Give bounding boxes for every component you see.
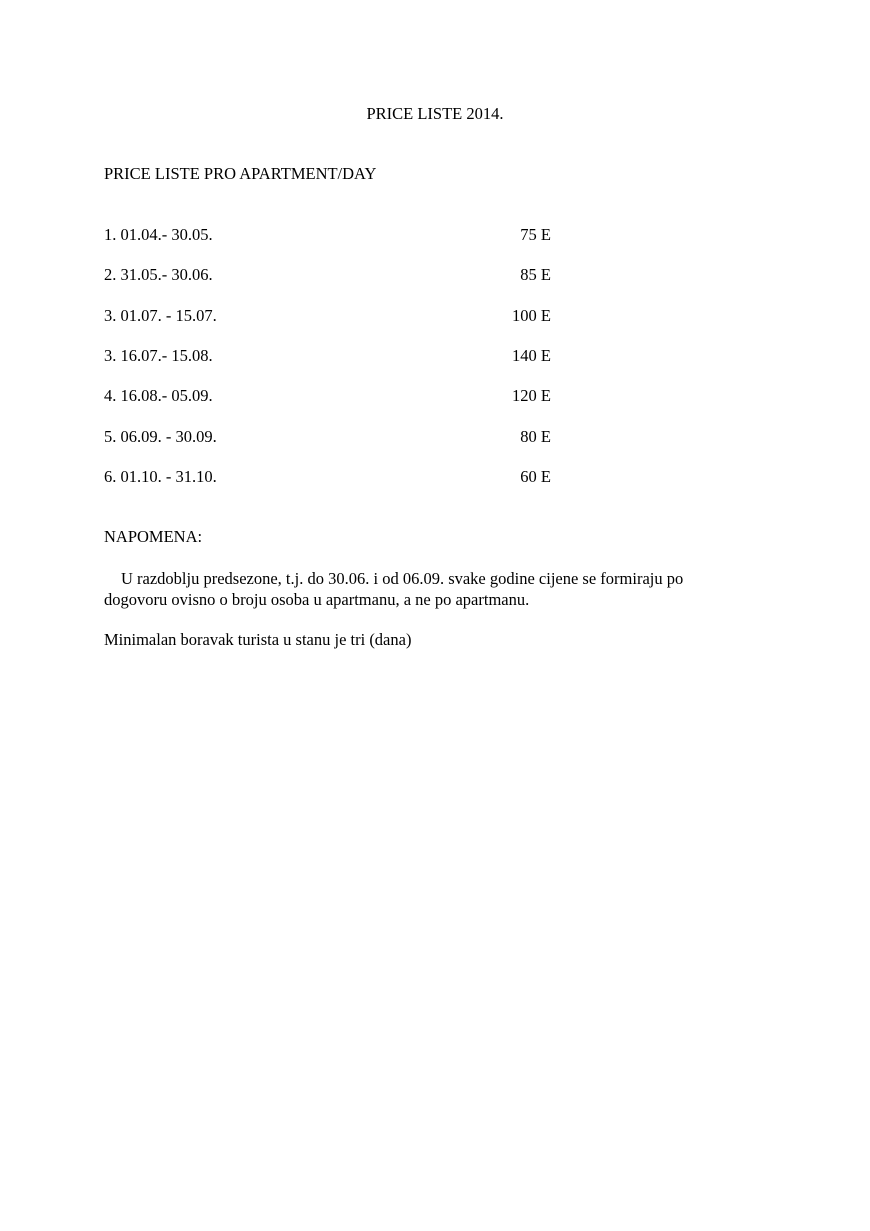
price-value: 100 E bbox=[512, 305, 551, 325]
price-value: 120 E bbox=[512, 386, 551, 406]
price-row bbox=[104, 386, 551, 426]
period-range: 3. 16.07.- 15.08. bbox=[104, 345, 213, 365]
period-range: 2. 31.05.- 30.06. bbox=[104, 265, 213, 285]
price-row bbox=[104, 306, 551, 346]
note-paragraph: U razdoblju predsezone, t.j. do 30.06. i od 06.09. svake godine cijene se formiraju po dogovoru ovisno o broju osoba u apartmanu, a ne po apartmanu. bbox=[104, 569, 684, 609]
price-value: 75 E bbox=[520, 225, 551, 244]
price-list bbox=[104, 225, 551, 507]
period-range: 5. 06.09. - 30.09. bbox=[104, 426, 217, 446]
price-row bbox=[104, 225, 551, 265]
minimum-stay-note: Minimalan boravak turista u stanu je tri (dana) bbox=[104, 630, 412, 649]
period-range: 3. 01.07. - 15.07. bbox=[104, 305, 217, 325]
price-row bbox=[104, 467, 551, 507]
period-range: 1. 01.04.- 30.05. bbox=[104, 225, 213, 244]
page-title: PRICE LISTE 2014. bbox=[366, 104, 504, 123]
price-value: 140 E bbox=[512, 345, 551, 365]
period-range: 6. 01.10. - 31.10. bbox=[104, 466, 217, 486]
price-value: 80 E bbox=[520, 426, 551, 446]
price-list-subtitle: PRICE LISTE PRO APARTMENT/DAY bbox=[104, 164, 377, 183]
price-value: 60 E bbox=[520, 466, 551, 486]
price-row bbox=[104, 346, 551, 386]
price-value: 85 E bbox=[520, 265, 551, 285]
price-row bbox=[104, 427, 551, 467]
period-range: 4. 16.08.- 05.09. bbox=[104, 386, 213, 406]
price-row bbox=[104, 265, 551, 305]
note-heading: NAPOMENA: bbox=[104, 527, 203, 546]
